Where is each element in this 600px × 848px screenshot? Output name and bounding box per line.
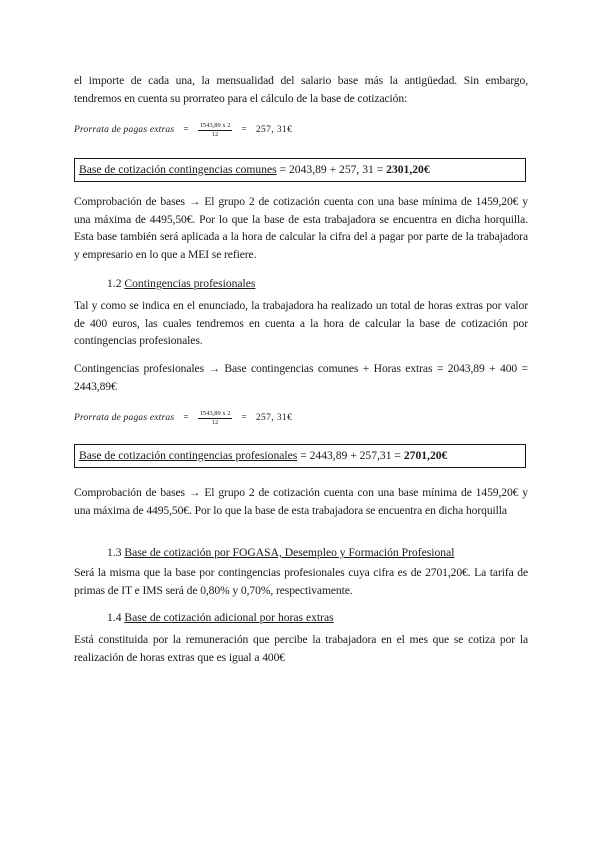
box1-expression: = 2043,89 + 257, 31 = — [276, 163, 387, 176]
comprobacion-paragraph-1: Comprobación de bases → El grupo 2 de cotización cuenta con una base mínima de 1459,20€ y una máxima de 4495,50€. Por lo que la base de esta trabajadora se encuentra en dicha horquilla. Esta base también será aplicada a la hora de calcular la cifra del a pagar por parte de la trabajadora y empresario en lo que a MEI se refiere. — [74, 195, 528, 261]
fogasa-paragraph: Será la misma que la base por contingencias profesionales cuya cifra es de 2701,20€. La tarifa de primas de IT e IMS será de 0,80% y 0,70%, respectivamente. — [74, 566, 528, 597]
formula-equals: = — [183, 125, 189, 135]
section-1-3-title: Base de cotización por FOGASA, Desempleo y Formación Profesional — [124, 546, 455, 559]
box1-label: Base de cotización contingencias comunes — [79, 163, 277, 176]
formula2-equals: = — [183, 413, 189, 423]
intro-line-1: el importe de cada una, la mensualidad del salario base más la antigüedad. Sin embargo, — [74, 74, 528, 87]
horas-extras-paragraph: Tal y como se indica en el enunciado, la trabajadora ha realizado un total de horas extras por valor de 400 euros, las cuales tendremos en cuenta a la hora de calcular la base de cotización por contingencias profesionales. — [74, 299, 528, 347]
formula2-denominator: 12 — [211, 418, 219, 426]
formula2-numerator: 1543,89 x 2 — [199, 409, 231, 417]
box2-total: 2701,20€ — [403, 449, 448, 462]
base-contingencias-comunes-box — [74, 158, 526, 182]
formula2-result: 257, 31€ — [255, 413, 293, 423]
comprobacion-paragraph-2: Comprobación de bases → El grupo 2 de cotización cuenta con una base mínima de 1459,20€ y una máxima de 4495,50€. Por lo que la base de esta trabajadora se encuentra en dicha horquilla — [74, 486, 528, 517]
prorrata-formula-2 — [74, 406, 292, 430]
formula2-fraction — [198, 410, 233, 427]
section-1-2-number: 1.2 — [107, 277, 125, 290]
formula-denominator: 12 — [211, 130, 219, 138]
intro-paragraph — [74, 72, 528, 107]
section-1-4-number: 1.4 — [107, 611, 125, 624]
formula-result: 257, 31€ — [255, 125, 293, 135]
section-1-4-heading — [107, 609, 334, 626]
formula2-lhs: Prorrata de pagas extras — [74, 413, 175, 423]
section-1-3-number: 1.3 — [107, 546, 125, 559]
adicional-paragraph: Está constituida por la remuneración que percibe la trabajadora en el mes que se cotiza por la realización de horas extras que es igual a 400€ — [74, 633, 528, 664]
section-1-4-title: Base de cotización adicional por horas extras — [124, 611, 334, 624]
box2-expression: = 2443,89 + 257,31 = — [297, 449, 404, 462]
contingencias-profesionales-paragraph: Contingencias profesionales → Base contingencias comunes + Horas extras = 2043,89 + 400 = 2443,89€ — [74, 362, 528, 393]
section-1-2-title: Contingencias profesionales — [124, 277, 256, 290]
section-1-2-heading — [107, 275, 255, 292]
box1-total: 2301,20€ — [386, 163, 430, 176]
formula-lhs: Prorrata de pagas extras — [74, 125, 175, 135]
formula-numerator: 1543,89 x 2 — [199, 121, 231, 129]
formula-fraction — [198, 122, 233, 139]
section-1-3-heading — [107, 544, 454, 561]
formula2-equals-2: = — [241, 413, 247, 423]
box2-label: Base de cotización contingencias profesionales — [79, 449, 298, 462]
prorrata-formula — [74, 118, 292, 142]
base-contingencias-profesionales-box — [74, 444, 526, 468]
formula-equals-2: = — [241, 125, 247, 135]
intro-line-2: tendremos en cuenta su prorrateo para el cálculo de la base de cotización: — [74, 91, 408, 105]
